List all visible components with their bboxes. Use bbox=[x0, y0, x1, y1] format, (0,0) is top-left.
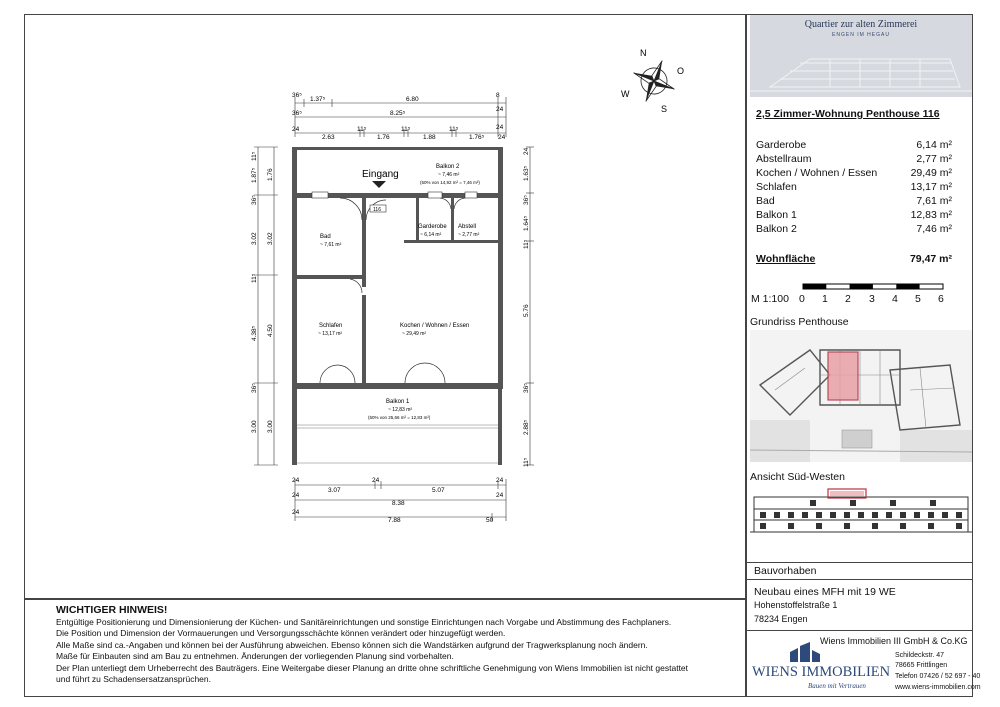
dim: 2.63 bbox=[322, 134, 335, 141]
dim: 8.38 bbox=[392, 500, 405, 507]
label-wohnen-area: ~ 29,49 m² bbox=[402, 331, 427, 337]
label-schlafen: Schlafen bbox=[319, 323, 343, 329]
divider bbox=[747, 562, 972, 563]
label-abstell-area: ~ 2,77 m² bbox=[458, 232, 480, 238]
room-area: 7,61 m² bbox=[916, 195, 952, 207]
dim: 24 bbox=[498, 134, 506, 141]
dim: 7.88 bbox=[388, 517, 401, 524]
company-web: www.wiens-immobilien.com bbox=[895, 684, 981, 691]
room-name: Balkon 2 bbox=[756, 223, 797, 235]
label-bad: Bad bbox=[320, 234, 331, 240]
dim: 4.38⁵ bbox=[251, 325, 258, 341]
notice-title: WICHTIGER HINWEIS! bbox=[56, 604, 168, 616]
room-row-bad bbox=[756, 195, 952, 209]
entrance-arrow-icon bbox=[372, 181, 386, 188]
scale-tick-4: 4 bbox=[892, 293, 898, 305]
room-row-abstellraum bbox=[756, 153, 952, 167]
dim: 11⁵ bbox=[401, 126, 411, 133]
floor-plan bbox=[240, 85, 560, 535]
compass-o: O bbox=[677, 66, 685, 76]
dim: 36⁵ bbox=[523, 195, 530, 205]
room-area: 12,83 m² bbox=[910, 209, 952, 221]
notice-line: Alle Maße sind ca.-Angaben und können bei der Ausführung abweichen. Ebenso können sich die Wandstärken aufgrund der Tragwerksplanung noch ändern. bbox=[56, 639, 648, 650]
dim: 24 bbox=[292, 126, 300, 133]
dim: 36⁵ bbox=[292, 110, 302, 117]
dim: 24 bbox=[496, 492, 504, 499]
room-area: 6,14 m² bbox=[916, 139, 952, 151]
dim: 5.07 bbox=[432, 487, 445, 494]
dim: 36⁵ bbox=[292, 92, 302, 99]
room-row-kochen bbox=[756, 167, 952, 181]
dim: 3.02 bbox=[267, 232, 274, 245]
dim: 36⁵ bbox=[251, 195, 258, 205]
label-garderobe: Garderobe bbox=[418, 224, 447, 230]
scale-label: M 1:100 bbox=[751, 293, 789, 305]
dim: 24 bbox=[496, 124, 504, 131]
company-name: Wiens Immobilien III GmbH & Co.KG bbox=[820, 636, 968, 646]
room-area: 13,17 m² bbox=[910, 181, 952, 193]
label-bad-area: ~ 7,61 m² bbox=[320, 242, 342, 248]
label-schlafen-area: ~ 13,17 m² bbox=[318, 331, 343, 337]
dim: 24 bbox=[523, 147, 530, 155]
site-plan-title: Grundriss Penthouse bbox=[750, 316, 849, 328]
project-section-label: Bauvorhaben bbox=[754, 565, 817, 577]
dim: 6.80 bbox=[406, 96, 419, 103]
dim: 24 bbox=[292, 477, 300, 484]
label-balkon1-area: ~ 12,83 m² bbox=[388, 407, 413, 413]
scale-tick-3: 3 bbox=[869, 293, 875, 305]
dim: 1.76 bbox=[377, 134, 390, 141]
dim: 36⁵ bbox=[251, 383, 258, 393]
dim: 24 bbox=[292, 492, 300, 499]
company-phone: Telefon 07426 / 52 697 - 40 bbox=[895, 673, 981, 680]
project-street: Hohenstoffelstraße 1 bbox=[754, 600, 838, 610]
room-row-garderobe bbox=[756, 139, 952, 153]
unit-title: 2,5 Zimmer-Wohnung Penthouse 116 bbox=[756, 108, 940, 120]
company-logo-text: WIENS IMMOBILIEN bbox=[752, 664, 891, 680]
room-name: Kochen / Wohnen / Essen bbox=[756, 167, 878, 179]
dim: 2.88⁵ bbox=[523, 419, 530, 435]
compass-rose bbox=[618, 44, 686, 114]
dim: 3.00 bbox=[251, 420, 258, 433]
dim: 8 bbox=[496, 92, 500, 99]
company-logo-image bbox=[786, 640, 826, 664]
room-area: 7,46 m² bbox=[916, 223, 952, 235]
label-balkon2-area: ~ 7,46 m² bbox=[438, 172, 460, 178]
dim: 1.87⁵ bbox=[251, 167, 258, 183]
dim: 11⁵ bbox=[523, 457, 530, 467]
dim: 1.88 bbox=[423, 134, 436, 141]
dim: 24 bbox=[496, 477, 504, 484]
room-row-balkon2 bbox=[756, 223, 952, 237]
site-plan-image bbox=[750, 330, 972, 462]
dim: 3.02 bbox=[251, 232, 258, 245]
label-balkon2: Balkon 2 bbox=[436, 164, 460, 170]
compass-s: S bbox=[661, 104, 668, 114]
compass-w: W bbox=[621, 89, 630, 99]
dim: 24 bbox=[372, 477, 380, 484]
dim: 1.76⁵ bbox=[469, 134, 485, 141]
room-name: Abstellraum bbox=[756, 153, 812, 165]
divider bbox=[747, 630, 972, 631]
dim: 4.50 bbox=[267, 324, 274, 337]
label-wohnen: Kochen / Wohnen / Essen bbox=[400, 323, 470, 329]
project-city: 78234 Engen bbox=[754, 614, 808, 624]
dim: 11⁵ bbox=[357, 126, 367, 133]
dim: 1.64⁵ bbox=[523, 215, 530, 231]
scale-tick-6: 6 bbox=[938, 293, 944, 305]
dim: 1.76 bbox=[267, 168, 274, 181]
dim: 5.76 bbox=[523, 304, 530, 317]
label-abstell: Abstell bbox=[458, 224, 477, 230]
project-header bbox=[750, 15, 972, 97]
label-balkon2-note: (50% von 14,92 m² = 7,46 m²) bbox=[420, 180, 480, 185]
room-area: 2,77 m² bbox=[916, 153, 952, 165]
notice-line: und führt zu Schadensersatzansprüchen. bbox=[56, 674, 211, 685]
dim: 1.37⁵ bbox=[310, 96, 326, 103]
company-city: 78665 Frittlingen bbox=[895, 662, 948, 669]
room-name: Garderobe bbox=[756, 139, 807, 151]
scale-tick-2: 2 bbox=[845, 293, 851, 305]
project-name: Neubau eines MFH mit 19 WE bbox=[754, 586, 896, 598]
room-area: 29,49 m² bbox=[910, 167, 952, 179]
total-row bbox=[756, 253, 952, 267]
compass-n: N bbox=[640, 48, 647, 58]
room-name: Schlafen bbox=[756, 181, 797, 193]
total-value: 79,47 m² bbox=[909, 253, 952, 265]
project-title: Quartier zur alten Zimmerei bbox=[804, 19, 918, 30]
notice-line: Der Plan unterliegt dem Urheberrecht des Bauträgers. Eine Weitergabe dieser Planung an dritte ohne schriftliche Genehmigung von Wiens Immobilien ist nicht gestattet bbox=[56, 662, 689, 673]
divider bbox=[747, 579, 972, 580]
label-unit-no: 116 bbox=[373, 207, 381, 213]
dim: 1.63⁵ bbox=[523, 165, 530, 181]
dim: 50 bbox=[486, 517, 494, 524]
label-garderobe-area: ~ 6,14 m² bbox=[420, 232, 442, 238]
room-row-balkon1 bbox=[756, 209, 952, 223]
project-subtitle: ENGEN IM HEGAU bbox=[832, 32, 890, 38]
dim: 11⁵ bbox=[523, 239, 530, 249]
room-name: Bad bbox=[756, 195, 775, 207]
dim: 11⁵ bbox=[251, 273, 258, 283]
elevation-image bbox=[750, 485, 972, 545]
total-label: Wohnfläche bbox=[756, 253, 816, 265]
label-entrance: Eingang bbox=[362, 169, 399, 180]
dim: 24 bbox=[496, 106, 504, 113]
dim: 8.25⁵ bbox=[390, 110, 406, 117]
elevation-title: Ansicht Süd-Westen bbox=[750, 471, 845, 483]
company-logo-tagline: Bauen mit Vertrauen bbox=[808, 682, 866, 690]
label-balkon1-note: (50% von 25,66 m² = 12,83 m²) bbox=[368, 415, 431, 420]
scale-tick-0: 0 bbox=[799, 293, 805, 305]
dim: 11⁵ bbox=[251, 151, 258, 161]
dim: 11⁵ bbox=[449, 126, 459, 133]
notice bbox=[56, 603, 736, 685]
notice-line: Maße für Einbauten sind am Bau zu entnehmen. Änderungen der vorliegenden Planung sind vorbehalten. bbox=[56, 651, 454, 662]
dim: 3.00 bbox=[267, 420, 274, 433]
scale-tick-5: 5 bbox=[915, 293, 921, 305]
scale-tick-1: 1 bbox=[822, 293, 828, 305]
company-street: Schildeckstr. 47 bbox=[895, 652, 945, 659]
room-name: Balkon 1 bbox=[756, 209, 797, 221]
dim: 3.07 bbox=[328, 487, 341, 494]
notice-line: Entgültige Positionierung und Dimensionierung der Küchen- und Sanitäreinrichtungen und sonstige Einrichtungen nach Vorgabe und Abstimmung des Fachplaners. bbox=[56, 617, 672, 627]
notice-line: Die Position und Dimension der Vormauerungen und Versorgungsschächte können verändert oder hinzugefügt werden. bbox=[56, 628, 506, 639]
dim: 24 bbox=[292, 509, 300, 516]
unit-areas bbox=[750, 106, 958, 276]
room-row-schlafen bbox=[756, 181, 952, 195]
label-balkon1: Balkon 1 bbox=[386, 399, 410, 405]
dim: 36⁵ bbox=[523, 383, 530, 393]
